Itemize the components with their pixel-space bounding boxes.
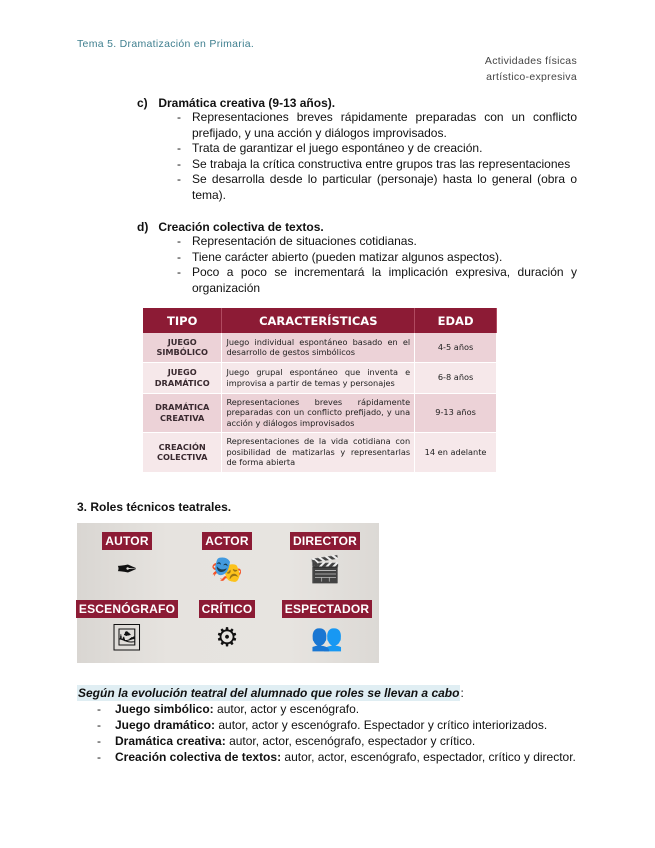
role-actor: [177, 532, 277, 584]
role-label: ESPECTADOR: [282, 600, 372, 618]
list-item-text: autor, actor, escenógrafo, espectador, crítico y director.: [281, 750, 576, 764]
header-subject-line2: artístico-expresiva: [486, 70, 577, 83]
list-item-text: autor, actor, escenógrafo, espectador y crítico.: [225, 734, 476, 748]
cell-tipo: JUEGO SIMBÓLICO: [143, 333, 222, 362]
list-item: - Juego dramático: autor, actor y escenógrafo. Espectador y crítico interiorizados.: [97, 718, 548, 732]
bullet-list: [137, 234, 577, 296]
role-label: DIRECTOR: [290, 532, 360, 550]
bullet-list: [77, 701, 577, 765]
section-creacion-colectiva: [137, 220, 577, 296]
list-item-term: Juego dramático:: [115, 718, 216, 732]
cell-edad: 4-5 años: [415, 333, 497, 362]
cell-edad: 14 en adelante: [415, 432, 497, 472]
section-dramatica-creativa: [137, 96, 577, 203]
evolution-heading: Según la evolución teatral del alumnado que roles se llevan a cabo: [78, 686, 460, 700]
cell-tipo: DRAMÁTICA CREATIVA: [143, 393, 222, 432]
list-item-text: autor, actor y escenógrafo.: [213, 702, 360, 716]
cell-edad: 9-13 años: [415, 393, 497, 432]
audience-icon: 👥: [310, 622, 344, 652]
quill-books-icon: ✒: [116, 554, 138, 584]
list-item: - Dramática creativa: autor, actor, escenógrafo, espectador y crítico.: [97, 734, 476, 748]
section-title: Dramática creativa (9-13 años).: [158, 96, 336, 110]
section-label: c): [137, 96, 148, 110]
document-header-subject: [485, 54, 577, 85]
roles-infographic: [77, 523, 379, 663]
list-item: - Se desarrolla desde lo particular (personaje) hasta lo general (obra o tema).: [177, 172, 577, 202]
role-director: [273, 532, 377, 584]
list-item-text: Representación de situaciones cotidianas.: [192, 234, 417, 248]
cell-tipo: JUEGO DRAMÁTICO: [143, 362, 222, 393]
document-header-title: Tema 5. Dramatización en Primaria.: [77, 38, 255, 50]
role-autor: [77, 532, 177, 584]
theater-masks-icon: 🎭: [210, 554, 244, 584]
role-label: ESCENÓGRAFO: [76, 600, 178, 618]
bullet-list: [137, 110, 577, 203]
director-chair-icon: 🎬: [308, 554, 342, 584]
role-label: CRÍTICO: [199, 600, 256, 618]
list-item-text: Representaciones breves rápidamente preparadas con un conflicto prefijado, y una acción y diálogos improvisados.: [192, 110, 577, 140]
role-espectador: [273, 600, 381, 652]
cell-caracteristicas: Representaciones breves rápidamente preparadas con un conflicto prefijado, y una acción y diálogos improvisados: [222, 393, 415, 432]
role-label: ACTOR: [202, 532, 251, 550]
brain-gear-icon: ⚙: [215, 622, 239, 652]
section-heading: [137, 220, 577, 234]
role-escenografo: [75, 600, 179, 652]
heading-colon: :: [460, 686, 464, 700]
list-item: - Representaciones breves rápidamente preparadas con un conflicto prefijado, y una acción y diálogos improvisados.: [177, 110, 577, 140]
list-item: - Poco a poco se incrementará la implicación expresiva, duración y organización: [177, 265, 577, 295]
column-header-tipo: TIPO: [143, 308, 222, 333]
list-item-term: Dramática creativa:: [115, 734, 226, 748]
column-header-edad: EDAD: [415, 308, 497, 333]
list-item-term: Juego simbólico:: [115, 702, 214, 716]
table-row: [143, 333, 497, 362]
table-row: [143, 393, 497, 432]
list-item: - Se trabaja la crítica constructiva entre grupos tras las representaciones: [177, 156, 571, 171]
list-item-text: Tiene carácter abierto (pueden matizar algunos aspectos).: [192, 249, 503, 264]
role-critico: [177, 600, 277, 652]
roles-evolution-section: [77, 685, 577, 765]
cell-edad: 6-8 años: [415, 362, 497, 393]
list-item: - Juego simbólico: autor, actor y escenógrafo.: [97, 702, 360, 716]
section-title: Creación colectiva de textos.: [158, 220, 324, 234]
list-item-text: Se desarrolla desde lo particular (personaje) hasta lo general (obra o tema).: [192, 172, 577, 202]
dramatization-types-table: [143, 308, 497, 473]
table-header-row: [143, 308, 497, 333]
list-item: - Representación de situaciones cotidianas.: [177, 234, 417, 248]
list-item: - Tiene carácter abierto (pueden matizar algunos aspectos).: [177, 249, 503, 264]
list-item: - Creación colectiva de textos: autor, actor, escenógrafo, espectador, crítico y director.: [97, 750, 576, 764]
section-label: d): [137, 220, 149, 234]
list-item-text: Poco a poco se incrementará la implicación expresiva, duración y organización: [192, 265, 577, 295]
table-row: [143, 362, 497, 393]
column-header-caracteristicas: CARACTERÍSTICAS: [222, 308, 415, 333]
header-subject-line1: Actividades físicas: [484, 55, 577, 67]
list-item-text: Trata de garantizar el juego espontáneo y de creación.: [192, 141, 483, 155]
cell-caracteristicas: Juego grupal espontáneo que inventa e improvisa a partir de temas y personajes: [222, 362, 415, 393]
list-item-term: Creación colectiva de textos:: [115, 750, 282, 764]
cell-caracteristicas: Juego individual espontáneo basado en el desarrollo de gestos simbólicos: [222, 333, 415, 362]
cell-tipo: CREACIÓN COLECTIVA: [143, 432, 222, 472]
list-item-text: Se trabaja la crítica constructiva entre grupos tras las representaciones: [192, 156, 571, 171]
stage-icon: 🖼: [110, 622, 144, 652]
table-row: [143, 432, 497, 472]
section-heading: [137, 96, 577, 110]
cell-caracteristicas: Representaciones de la vida cotidiana con posibilidad de matizarlas y representarlas de forma abierta: [222, 432, 415, 472]
roles-heading: 3. Roles técnicos teatrales.: [77, 500, 232, 514]
list-item-text: autor, actor y escenógrafo. Espectador y crítico interiorizados.: [215, 718, 548, 732]
list-item: - Trata de garantizar el juego espontáneo y de creación.: [177, 141, 483, 155]
role-label: AUTOR: [102, 532, 151, 550]
